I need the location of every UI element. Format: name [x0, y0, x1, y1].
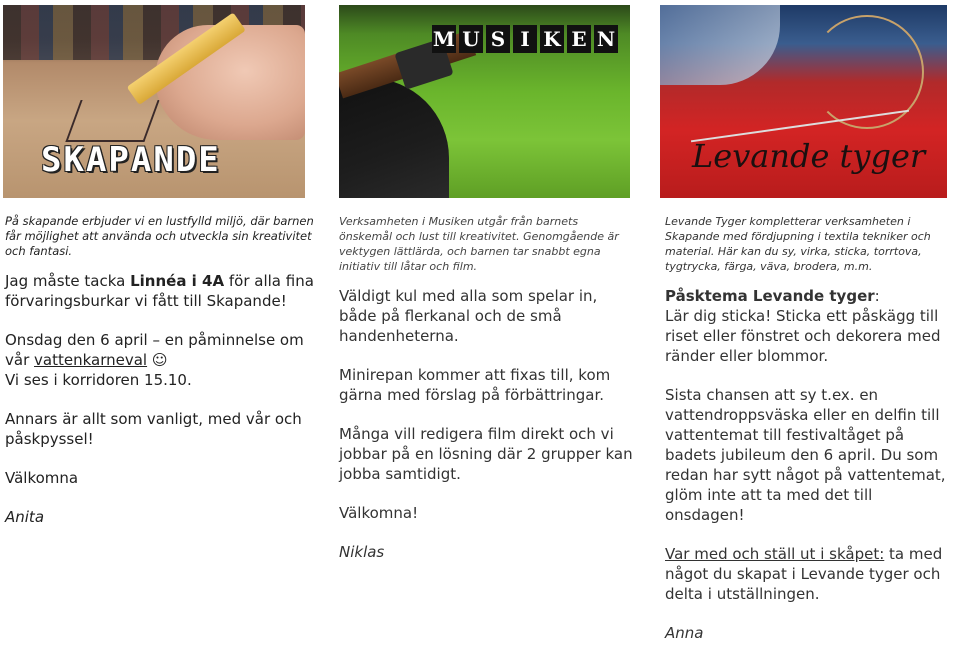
skapande-text — [5, 214, 315, 546]
title-letter: U — [459, 25, 483, 53]
exhibition-paragraph: Var med och ställ ut i skåpet: ta med något du skapat i Levande tyger och delta i utställningen. — [665, 545, 943, 603]
thanks-paragraph: Jag måste tacka Linnéa i 4A för alla fina förvaringsburkar vi fått till Skapande! — [5, 272, 314, 310]
title-letter: S — [486, 25, 510, 53]
title-letter: K — [540, 25, 564, 53]
signature: Niklas — [339, 543, 385, 561]
last-chance-paragraph: Sista chansen att sy t.ex. en vattendroppsväska eller en delfin till vattentemat till festivaltåget på badets jubileum den 6 april. Du som redan har sytt något på vattentemat, glöm inte att ta med det till onsdagen! — [665, 386, 946, 524]
intro-text: På skapande erbjuder vi en lustfylld miljö, där barnen får möjlighet att använda och utveckla sin kreativitet och fantasi. — [5, 214, 314, 258]
title-letter: E — [567, 25, 591, 53]
title-letter: I — [513, 25, 537, 53]
levande-tyger-photo — [660, 5, 947, 198]
blue-cloth — [660, 5, 780, 85]
film-paragraph: Många vill redigera film direkt och vi jobbar på en lösning där 2 grupper kan jobba samtidigt. — [339, 425, 633, 483]
signature: Anita — [5, 508, 45, 526]
intro-text: Verksamheten i Musiken utgår från barnets önskemål och lust till kreativitet. Genomgående är vektygen lättlärda, och barnen tar snabbt egna initiativ till låtar och film. — [339, 215, 619, 273]
vattenkarneval-link[interactable]: vattenkarneval — [34, 351, 148, 369]
hand — [155, 25, 305, 140]
photo-title-letters — [432, 25, 618, 53]
signature: Anna — [665, 624, 704, 642]
drawing-scribble — [65, 100, 159, 142]
welcome-text: Välkomna — [5, 469, 79, 487]
recording-paragraph: Väldigt kul med alla som spelar in, både på flerkanal och de små handenheterna. — [339, 287, 598, 345]
person-dark-clothes — [339, 78, 449, 198]
photo-title: SKAPANDE — [41, 140, 221, 180]
musiken-text — [339, 214, 634, 581]
easter-theme-paragraph: Påsktema Levande tyger: Lär dig sticka! Sticka ett påskägg till riset eller fönstret och dekorera med ränder eller blommor. — [665, 287, 941, 365]
musiken-photo — [339, 5, 630, 198]
intro-text: Levande Tyger kompletterar verksamheten i Skapande med fördjupning i textila tekniker och material. Här kan du sy, virka, sticka, torrtova, tygtrycka, färga, väva, brodera, m.m. — [665, 215, 931, 273]
skapande-photo — [3, 5, 305, 198]
minirepan-paragraph: Minirepan kommer att fixas till, kom gärna med förslag på förbättringar. — [339, 366, 611, 404]
title-letter: N — [594, 25, 618, 53]
as-usual-paragraph: Annars är allt som vanligt, med vår och påskpyssel! — [5, 410, 302, 448]
exhibition-link[interactable]: Var med och ställ ut i skåpet: — [665, 545, 885, 563]
levande-tyger-text — [665, 214, 955, 662]
title-letter: M — [432, 27, 456, 51]
welcome-text: Välkomna! — [339, 504, 419, 522]
reminder-paragraph: Onsdag den 6 april – en påminnelse om vår vattenkarneval ☺ Vi ses i korridoren 15.10. — [5, 331, 304, 389]
photo-title: Levande tyger — [692, 137, 926, 175]
